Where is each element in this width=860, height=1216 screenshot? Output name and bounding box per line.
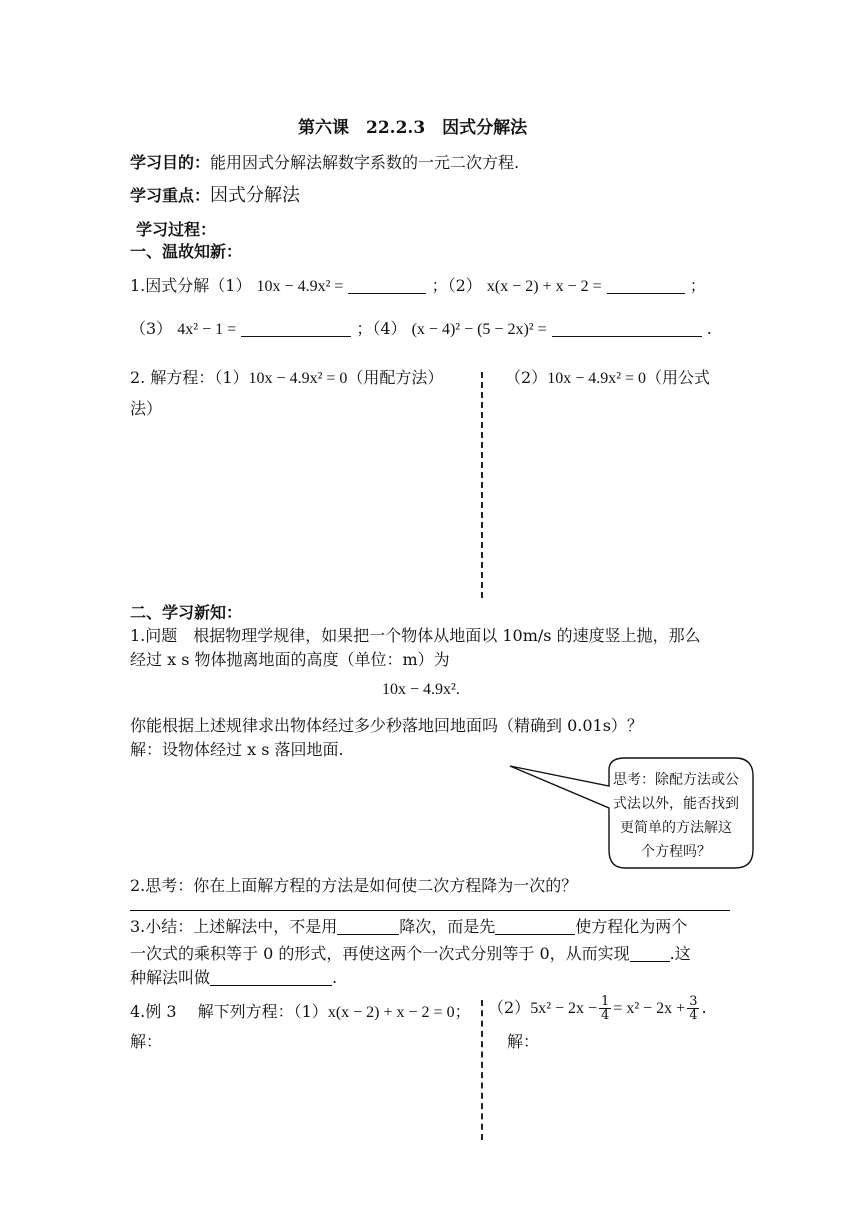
example-end: .: [701, 998, 707, 1017]
height-formula: 10x − 4.9x².: [382, 681, 460, 698]
fraction-2-denominator: 4: [689, 1008, 698, 1023]
summary-part-2: 降次，而是先: [399, 917, 496, 936]
summary-blank-1[interactable]: [337, 918, 399, 935]
example-3-prefix: 4.例 3 解下列方程：（1）: [130, 1002, 328, 1021]
learning-process-label: 学习过程：: [136, 220, 217, 239]
bubble-line-3: 更简单的方法解这: [620, 820, 732, 836]
fraction-2-numerator: 3: [689, 994, 698, 1009]
summary-blank-2[interactable]: [495, 918, 575, 935]
question-1-line-1: [130, 276, 706, 297]
method-completing-square: （用配方法）: [347, 368, 444, 387]
learning-goal: [130, 153, 519, 173]
summary-part-5: .这: [669, 944, 691, 963]
learning-focus-label: 学习重点：: [130, 186, 211, 205]
example-solution-left: 解：: [130, 1032, 163, 1051]
method-formula-continued: 法）: [130, 399, 163, 418]
page-title: 第六课 22.2.3 因式分解法: [298, 118, 528, 138]
part-4-label: ；（4）: [356, 319, 407, 338]
section-new-heading: 二、学习新知：: [130, 603, 243, 622]
summary-blank-4[interactable]: [210, 969, 332, 986]
problem-solution-start: 解：设物体经过 x s 落回地面.: [130, 740, 344, 759]
equation-q2-right: 10x − 4.9x² = 0: [547, 370, 647, 387]
question-2-prefix: 2. 解方程：（1）: [130, 368, 249, 387]
summary-blank-3[interactable]: [630, 945, 670, 962]
learning-goal-text: 能用因式分解法解数字系数的一元二次方程.: [210, 153, 520, 172]
summary-part-6: 种解法叫做: [130, 968, 211, 987]
answer-blank-4[interactable]: [552, 320, 702, 337]
thought-bubble-text: [596, 768, 756, 864]
question-1-line-2: [130, 319, 712, 340]
summary-part-4: 一次式的乘积等于 0 的形式，再使这两个一次式分别等于 0，从而实现: [130, 944, 630, 963]
bubble-line-1: 思考：除配方法或公: [613, 772, 739, 788]
bubble-line-4: 个方程吗？: [641, 844, 711, 860]
fraction-three-quarters: [687, 995, 699, 1022]
summary-part-3: 使方程化为两个: [575, 917, 688, 936]
part-3-label: （3）: [130, 319, 173, 338]
column-divider-1: [481, 372, 483, 598]
question-2-right: [505, 368, 710, 389]
example-solution-right: 解：: [507, 1032, 540, 1051]
example-3-right: [488, 995, 707, 1022]
summary-line-1: [130, 917, 687, 937]
summary-line-3: [130, 968, 337, 988]
learning-focus: [130, 186, 300, 206]
separator-1: ；（2）: [431, 276, 482, 295]
problem-line-1: 1.问题 根据物理学规律，如果把一个物体从地面以 10m/s 的速度竖上抛，那么: [130, 626, 701, 645]
fraction-1-denominator: 4: [601, 1008, 610, 1023]
summary-line-2: [130, 944, 691, 964]
expression-1: 10x − 4.9x² =: [256, 278, 344, 295]
summary-part-7: .: [332, 968, 338, 987]
separator-2: ；: [689, 276, 706, 295]
column-divider-2: [481, 1000, 483, 1140]
answer-blank-3[interactable]: [241, 320, 351, 337]
example-part-2-label: （2）: [488, 998, 531, 1017]
section-review-heading: 一、温故知新：: [130, 242, 243, 261]
answer-blank-2[interactable]: [607, 277, 685, 294]
question-2-left: [130, 368, 443, 389]
expression-2: x(x − 2) + x − 2 =: [486, 278, 602, 295]
example-equation-1: x(x − 2) + x − 2 = 0: [327, 1004, 455, 1021]
fraction-one-quarter: [599, 995, 611, 1022]
learning-goal-label: 学习目的：: [130, 153, 211, 172]
example-equation-2b: = x² − 2x +: [613, 1000, 686, 1017]
answer-line: [130, 910, 730, 911]
problem-question: 你能根据上述规律求出物体经过多少秒落地回地面吗（精确到 0.01s）？: [130, 716, 643, 735]
problem-line-2: 经过 x s 物体抛离地面的高度（单位：m）为: [130, 650, 450, 669]
equation-q2-left: 10x − 4.9x² = 0: [248, 370, 348, 387]
fraction-1-numerator: 1: [601, 994, 610, 1009]
method-formula: （用公式: [646, 368, 711, 387]
answer-blank-1[interactable]: [348, 277, 426, 294]
line-end: .: [706, 319, 712, 338]
summary-part-1: 3.小结：上述解法中，不是用: [130, 917, 338, 936]
expression-4: (x − 4)² − (5 − 2x)² =: [411, 321, 547, 338]
expression-3: 4x² − 1 =: [177, 321, 237, 338]
example-separator: ；: [454, 1002, 471, 1021]
learning-focus-text: 因式分解法: [210, 185, 301, 206]
example-3-left: [130, 1002, 471, 1023]
example-equation-2a: 5x² − 2x −: [530, 1000, 598, 1017]
part-2-label: （2）: [505, 368, 548, 387]
bubble-line-2: 式法以外，能否找到: [613, 796, 739, 812]
question-1-prefix: 1.因式分解（1）: [130, 276, 252, 295]
think-question: 2.思考：你在上面解方程的方法是如何使二次方程降为一次的？: [130, 876, 578, 895]
